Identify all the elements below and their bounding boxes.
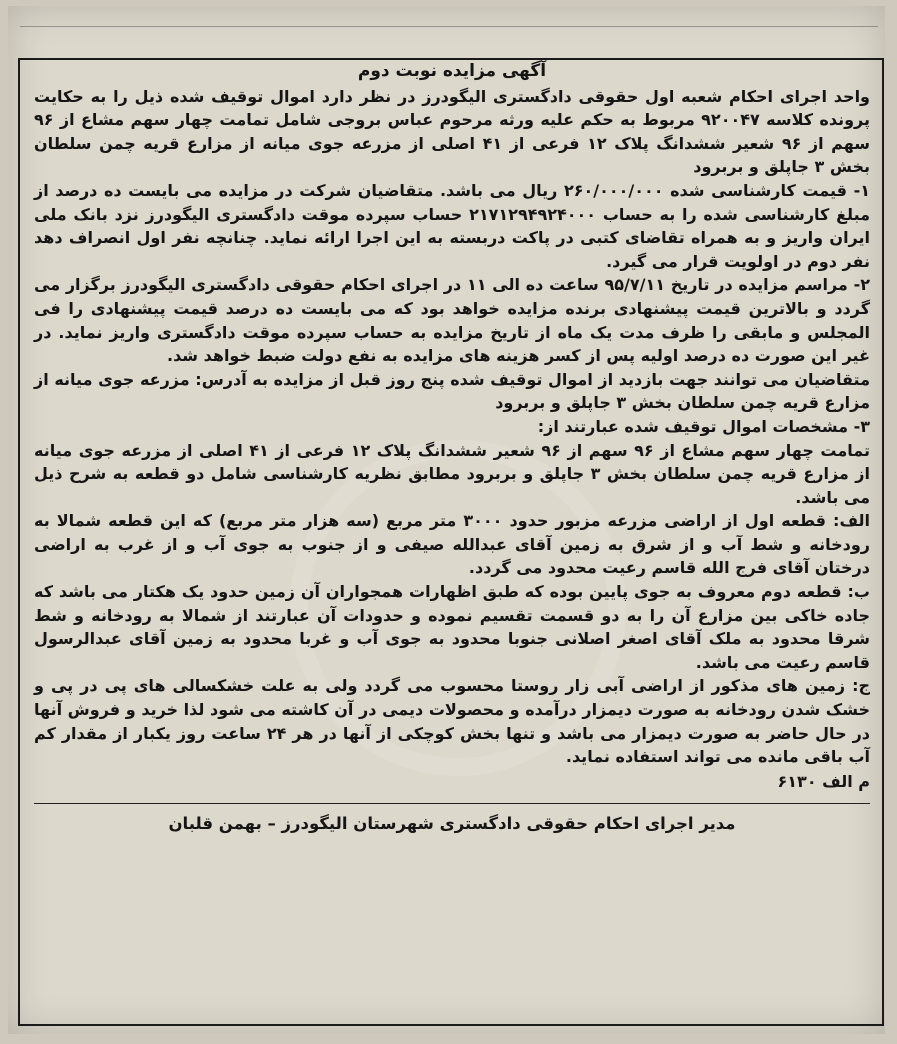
notice-intro: واحد اجرای احکام شعبه اول حقوقی دادگستری الیگودرز در نظر دارد اموال توقیف شده ذیل را به حکایت پرونده کلاسه ۹۲۰۰۴۷ مربوط به حکم علیه ورثه مرحوم عباس بروجی شامل تمامت چهار سهم مشاع از ۹۶ سهم از ۹۶ شعیر ششدانگ پلاک ۱۲ فرعی از ۴۱ اصلی از مزرعه جوی میانه از مزارع قریه چمن سلطان بخش ۳ جاپلق و بربرود bbox=[34, 86, 871, 177]
previous-column-edge bbox=[20, 8, 878, 27]
item-1-price: ۱- قیمت کارشناسی شده ۲۶۰/۰۰۰/۰۰۰ ریال می باشد. متقاضیان شرکت در مزایده می بایست ده درصد از مبلغ کارشناسی شده را به حساب ۲۱۷۱۲۹۴۹۲۴۰۰۰ حساب سپرده موقت دادگستری الیگودرز نزد بانک ملی ایران واریز و به همراه تقاضای کتبی در پاکت دربسته به این اجرا ارائه نماید. چنانچه نفر اول انصراف دهد نفر دوم در اولویت قرار می گیرد. bbox=[34, 180, 871, 271]
notice-code: م الف ۶۱۳۰ bbox=[777, 771, 870, 791]
parcel-jim: ج: زمین های مذکور از اراضی آبی زار روستا محسوب می گردد ولی به علت خشکسالی های پی در پی و خشک شدن رودخانه به صورت دیمزار درآمده و محصولات دیمی در آن کاشته می شود لذا خرید و فروش آنها در حال حاضر به صورت دیمزار می باشد و تنها بخش کوچکی از آنها در هر ۲۴ ساعت روز یکبار از مقدار کم آب باقی مانده می تواند استفاده نماید. bbox=[34, 676, 871, 767]
item-3-heading: ۳- مشخصات اموال توقیف شده عبارتند از: bbox=[537, 416, 870, 436]
ad-frame bbox=[18, 58, 884, 1026]
item-2-ceremony: ۲- مراسم مزایده در تاریخ ۹۵/۷/۱۱ ساعت ده الی ۱۱ در اجرای احکام حقوقی دادگستری الیگودرز برگزار می گردد و بالاترین قیمت پیشنهادی برنده مزایده خواهد بود که می بایست ده درصد قیمت پیشنهادی را فی المجلس و مابقی را ظرف مدت یک ماه از تاریخ مزایده به حساب سپرده موقت دادگستری واریز نماید. در غیر این صورت ده درصد اولیه پس از کسر هزینه های مزایده به نفع دولت ضبط خواهد شد. bbox=[34, 275, 870, 366]
parcel-be: ب: قطعه دوم معروف به جوی پایین بوده که طبق اظهارات همجواران آن زمین حدود یک هکتار می باشد که جاده خاکی بین مزارع آن را به دو قسمت تقسیم نموده و حدودات آن عبارتند از شمالا به رودخانه و شط شرقا محدود به ملک آقای اصغر اصلانی جنوبا محدود به جوی آب و غربا محدود به زمین آقای عبدالرسول قاسم رعیت می باشد. bbox=[34, 582, 870, 672]
notice-title: آگهی مزایده نوبت دوم bbox=[357, 61, 547, 81]
auction-notice bbox=[34, 60, 870, 836]
newspaper-clipping bbox=[8, 6, 885, 1034]
signature-divider bbox=[34, 803, 870, 804]
parcel-alef: الف: قطعه اول از اراضی مزرعه مزبور حدود ۳۰۰۰ متر مربع (سه هزار متر مربع) که این قطعه شمالا به رودخانه و شط آب و از شرق به زمین آقای عبدالله صیفی و از جنوب به جوی آب و از غرب به اراضی درختان آقای فرج الله قاسم رعیت محدود می گردد. bbox=[34, 511, 870, 578]
item-3-body: تمامت چهار سهم مشاع از ۹۶ سهم از ۹۶ شعیر ششدانگ پلاک ۱۲ فرعی از ۴۱ اصلی از مزرعه جوی میانه از مزارع قریه چمن سلطان بخش ۳ جاپلق و بربرود مطابق نظریه کارشناسی شامل دو قطعه به شرح ذیل می باشد. bbox=[34, 440, 871, 507]
visit-note: متقاضیان می توانند جهت بازدید از اموال توقیف شده پنج روز قبل از مزایده به آدرس: مزرعه جوی میانه از مزارع قریه چمن سلطان بخش ۳ جاپلق و بربرود bbox=[34, 369, 870, 413]
signature-line: مدیر اجرای احکام حقوقی دادگستری شهرستان الیگودرز – بهمن قلبان bbox=[168, 814, 736, 834]
